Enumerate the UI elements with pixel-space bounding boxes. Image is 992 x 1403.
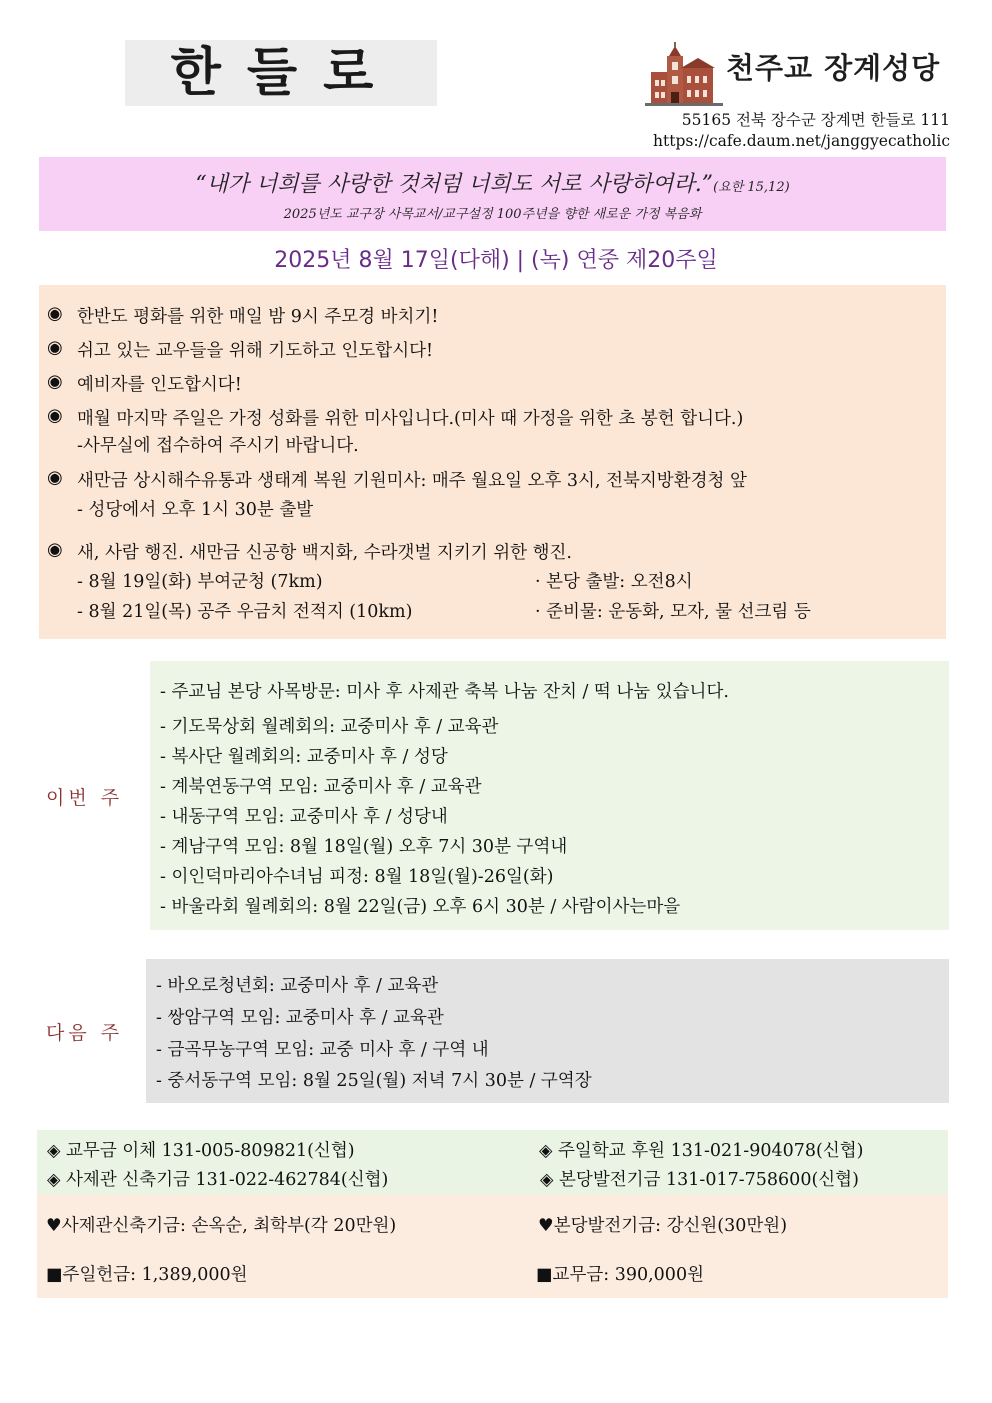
church-address: 55165 전북 장수군 장계면 한들로 111 [681, 111, 950, 129]
target-bullet-icon: ◉ [47, 539, 63, 560]
bank-accounts-section [37, 1130, 948, 1194]
this-week-item: - 계북연동구역 모임: 교중미사 후 / 교육관 [160, 777, 482, 797]
church-url[interactable]: https://cafe.daum.net/janggyecatholic [653, 132, 950, 150]
parish-fund-account: ◈ 본당발전기금 131-017-758600(신협) [540, 1170, 859, 1190]
target-bullet-icon: ◉ [47, 303, 63, 324]
parish-donors: ♥본당발전기금: 강신원(30만원) [538, 1216, 788, 1236]
this-week-item: - 기도묵상회 월례회의: 교중미사 후 / 교육관 [160, 717, 499, 737]
this-week-item: - 계남구역 모임: 8월 18일(월) 오후 7시 30분 구역내 [160, 837, 568, 857]
next-week-item: - 쌍암구역 모임: 교중미사 후 / 교육관 [156, 1008, 444, 1028]
target-bullet-icon: ◉ [47, 405, 63, 426]
this-week-item: - 복사단 월례회의: 교중미사 후 / 성당 [160, 747, 448, 767]
rectory-fund-account: ◈ 사제관 신축기금 131-022-462784(신협) [47, 1170, 389, 1190]
march-supplies: · 준비물: 운동화, 모자, 물 선크림 등 [535, 602, 811, 622]
this-week-label: 이번 주 [46, 787, 124, 809]
next-week-item: - 금곡무농구역 모임: 교중 미사 후 / 구역 내 [156, 1040, 489, 1060]
liturgical-date: 2025년 8월 17일(다해) | (녹) 연중 제20주일 [274, 248, 718, 273]
diocese-dues-total: ■교무금: 390,000원 [536, 1265, 704, 1285]
march-schedule-2: - 8월 21일(목) 공주 우금치 전적지 (10km) [77, 602, 413, 622]
pastoral-theme: 2025년도 교구장 사목교서/교구설정 100주년을 향한 새로운 가정 복음화 [283, 207, 702, 222]
donations-section [37, 1194, 948, 1298]
this-week-item: - 이인덕마리아수녀님 피정: 8월 18일(월)-26일(화) [160, 867, 554, 887]
quote-banner [39, 157, 946, 231]
sunday-offering-total: ■주일헌금: 1,389,000원 [46, 1265, 248, 1285]
march-departure: · 본당 출발: 오전8시 [535, 572, 693, 592]
masthead-title: 한들로 [125, 40, 437, 106]
diocese-fund-account: ◈ 교무금 이체 131-005-809821(신협) [47, 1141, 355, 1161]
target-bullet-icon: ◉ [47, 371, 63, 392]
this-week-section [150, 661, 949, 930]
march-schedule-1: - 8월 19일(화) 부여군청 (7km) [77, 572, 323, 592]
this-week-item: - 내동구역 모임: 교중미사 후 / 성당내 [160, 807, 448, 827]
this-week-item: - 주교님 본당 사목방문: 미사 후 사제관 축복 나눔 잔치 / 떡 나눔 있습니다. [160, 682, 729, 702]
next-week-label: 다음 주 [46, 1022, 124, 1044]
sunday-school-account: ◈ 주일학교 후원 131-021-904078(신협) [539, 1141, 864, 1161]
next-week-item: - 바오로청년회: 교중미사 후 / 교육관 [156, 976, 439, 996]
target-bullet-icon: ◉ [47, 467, 63, 488]
church-building-logo [645, 42, 723, 106]
announcements-section: ◉ 한반도 평화를 위한 매일 밤 9시 주모경 바치기! ◉ 쉬고 있는 교우들을 위해 기도하고 인도합시다! ◉ 예비자를 인도합시다! ◉ 매월 마지막 주일은 가정 성화를 위한 미사입니다.(미사 때 가정을 위한 초 봉헌 합니다.) -사무실에 접수하여 주시기 바랍니다. ◉ 새만금 상시해수유통과 생태계 복원 기원미사: 매주 월요일 오후 3시, 전북지방환경청 앞 - 성당에서 오후 1시 30분 출발 ◉ 새, 사람 행진. 새만금 신공항 백지화, 수라갯벌 지키기 위한 행진. - 8월 19일(화) 부여군청 (7km) - 8월 21일(목) 공주 우금치 전적지 (10km) · 본당 출발: 오전8시 · 준비물: 운동화, 모자, 물 선크림 등 [39, 285, 946, 639]
rectory-donors: ♥사제관신축기금: 손옥순, 최학부(각 20만원) [46, 1216, 397, 1236]
this-week-item: - 바울라회 월례회의: 8월 22일(금) 오후 6시 30분 / 사람이사는마을 [160, 897, 681, 917]
quote-text: “내가 너희를 사랑한 것처럼 너희도 서로 사랑하여라.” [195, 172, 714, 197]
quote-reference: (요한 15,12) [713, 180, 790, 195]
target-bullet-icon: ◉ [47, 337, 63, 358]
next-week-item: - 중서동구역 모임: 8월 25일(월) 저녁 7시 30분 / 구역장 [156, 1071, 592, 1091]
next-week-section [146, 959, 949, 1103]
scripture-quote [39, 167, 946, 198]
church-name: 천주교 장계성당 [726, 51, 941, 85]
church-contact [653, 110, 950, 152]
